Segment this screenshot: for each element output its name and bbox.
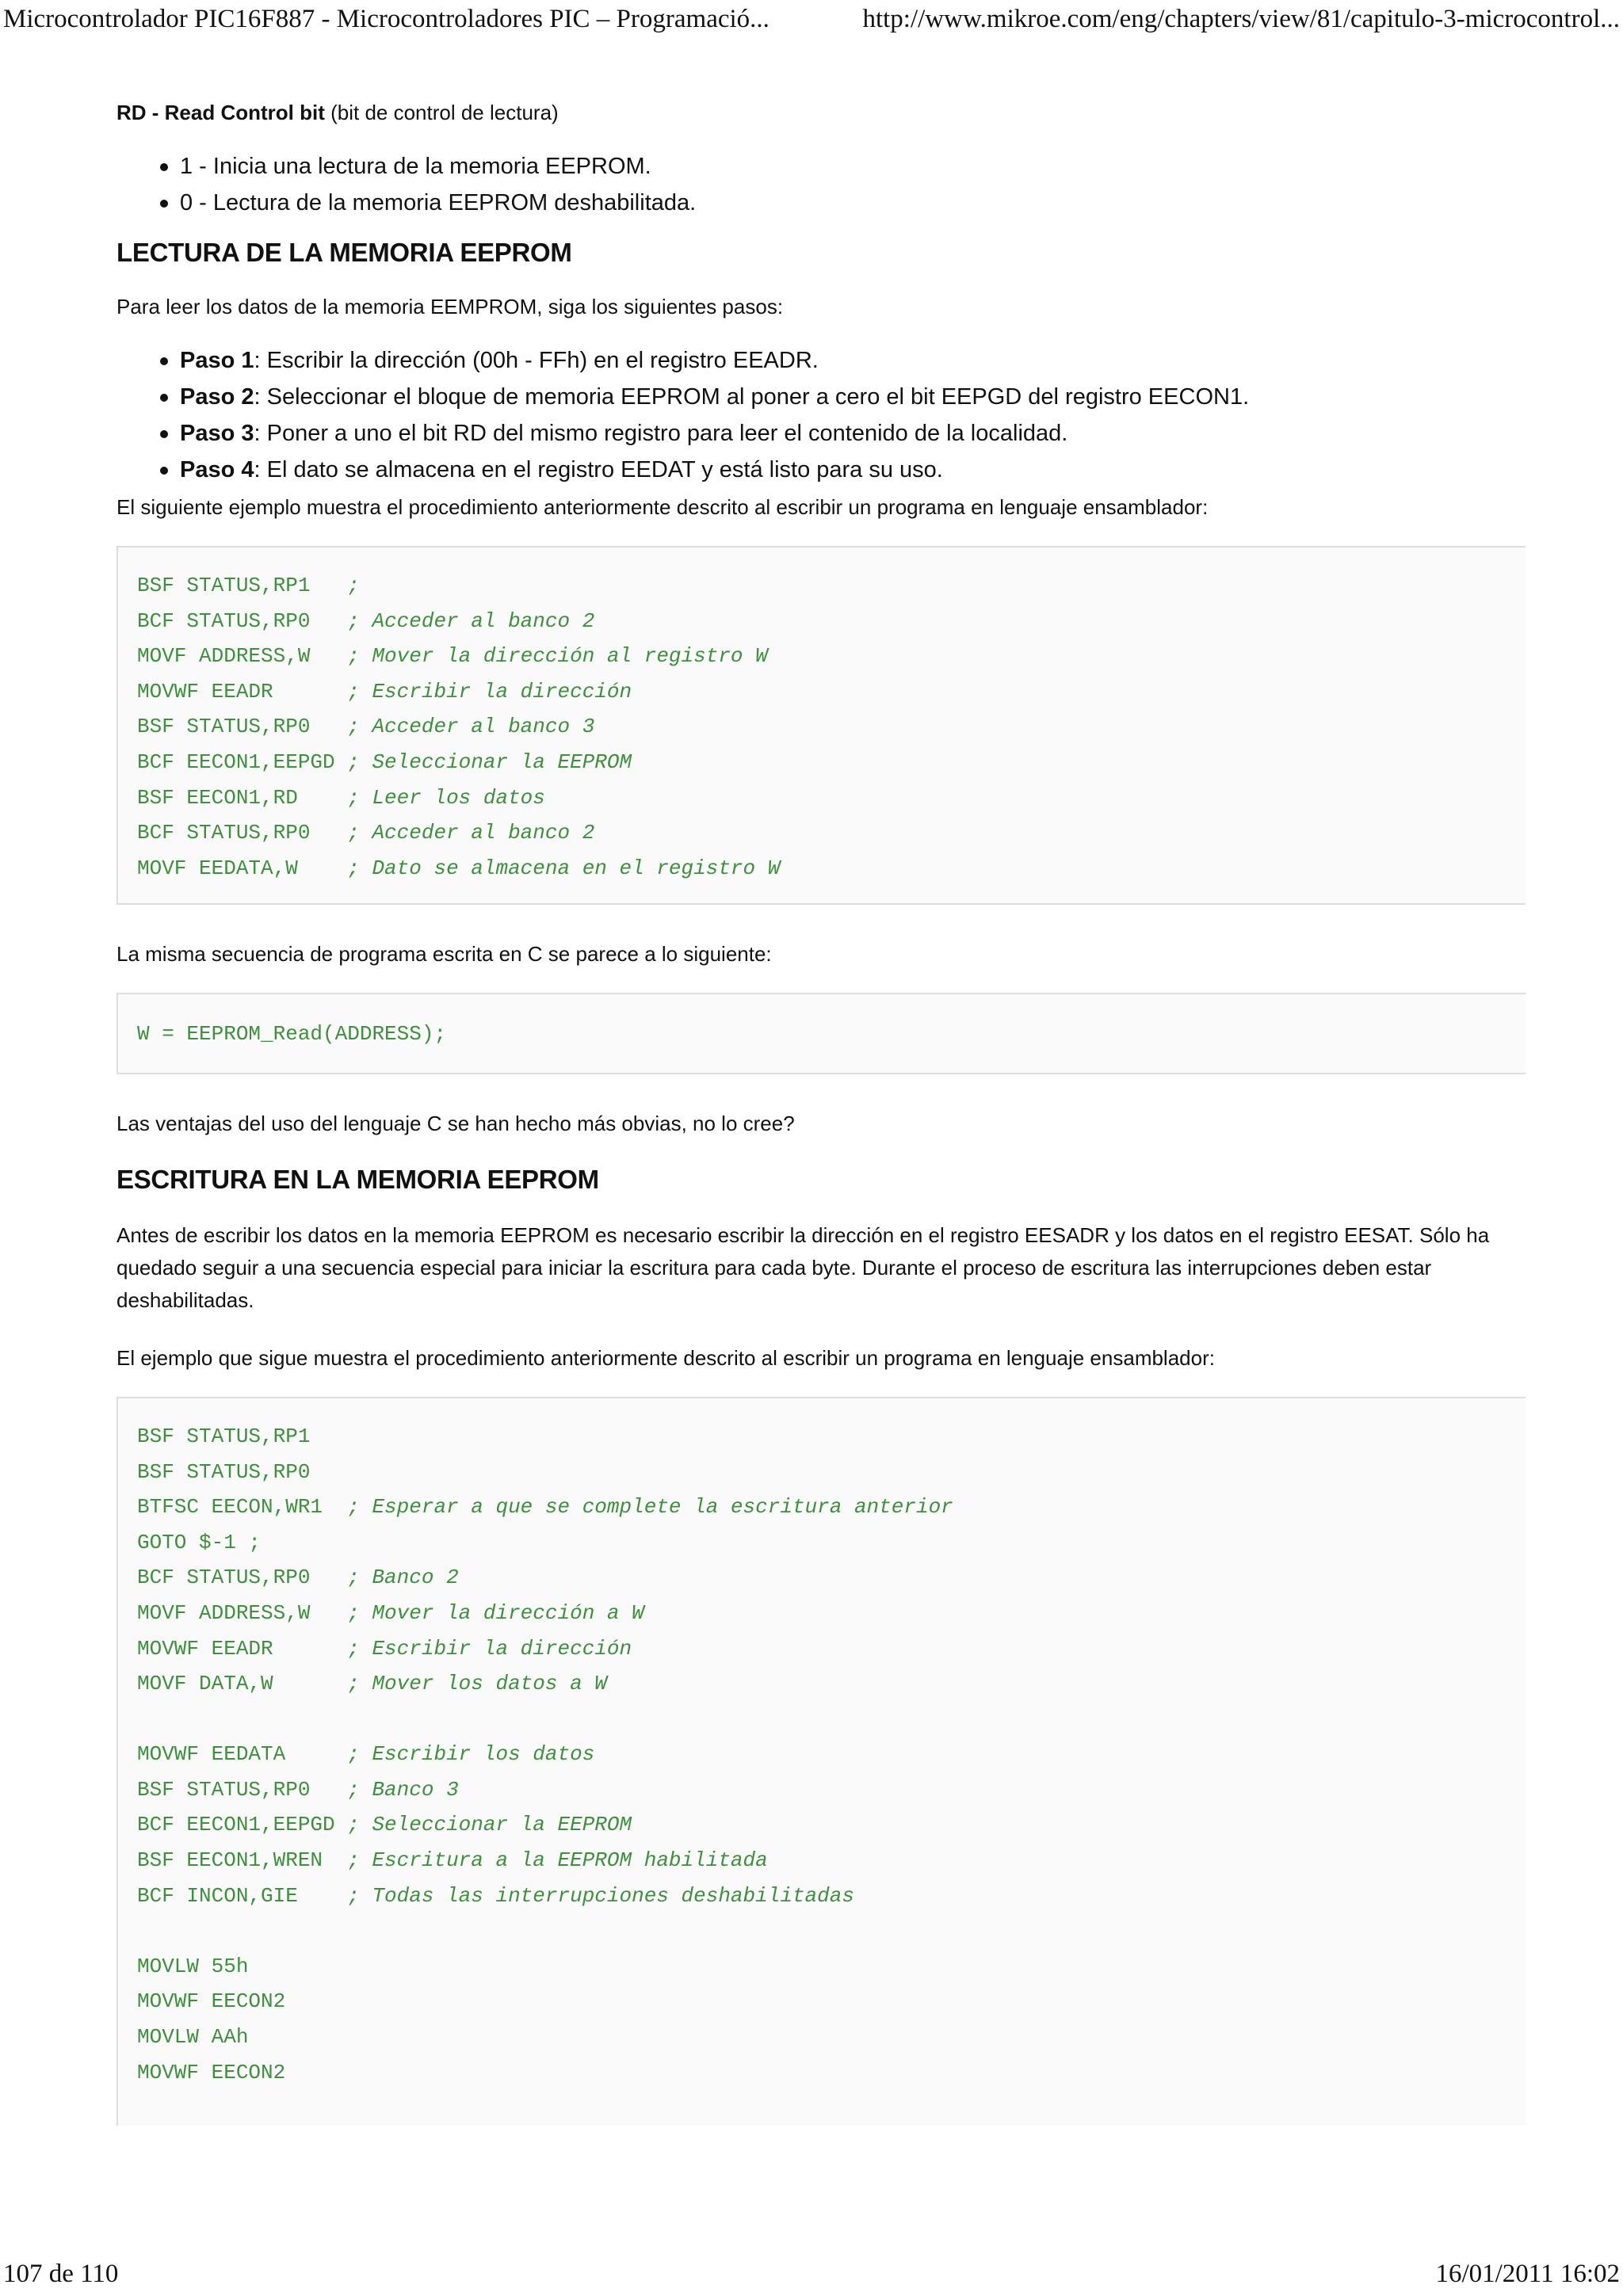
code-line [137,1455,1526,1490]
code-block-write-asm [116,1397,1526,2126]
code-line [137,2019,1526,2055]
code-comment: ; Seleccionar la EEPROM [347,749,632,774]
rd-bit-title [116,97,1527,129]
code-line [137,1560,1526,1596]
code-line [137,1489,1526,1525]
code-line [137,780,1526,816]
code-line [137,1843,1526,1878]
step-label: Paso 4 [180,457,254,482]
escritura-example-intro: El ejemplo que sigue muestra el procedimiento anteriormente descrito al escribir un programa en lenguaje ensamblador: [116,1345,1215,1370]
print-footer [0,2260,1623,2294]
code-line [137,745,1526,780]
lectura-intro: Para leer los datos de la memoria EEMPROM, siga los siguientes pasos: [116,295,784,318]
code-instruction: MOVF DATA,W [137,1672,348,1696]
code-instruction: MOVF EEDATA,W [137,856,348,880]
code-instruction: BSF STATUS,RP0 [137,715,348,739]
step-text: : Poner a uno el bit RD del mismo registro para leer el contenido de la localidad. [254,421,1068,446]
list-item [180,415,1527,452]
code-instruction: BCF STATUS,RP0 [137,1566,348,1590]
list-item: 0 - Lectura de la memoria EEPROM deshabilitada. [180,185,1527,221]
step-label: Paso 2 [180,384,254,410]
code-line [137,1807,1526,1843]
code-comment: ; Escribir los datos [347,1742,595,1767]
code-line [137,1772,1526,1808]
code-instruction: BCF INCON,GIE [137,1883,348,1908]
code-comment: ; Acceder al banco 3 [347,715,595,739]
step-text: : El dato se almacena en el registro EEDAT y está listo para su uso. [254,457,943,482]
rd-bit-desc: (bit de control de lectura) [324,101,559,124]
code-comment: ; Todas las interrupciones deshabilitadas [347,1883,854,1908]
code-line [137,709,1526,745]
step-text: : Seleccionar el bloque de memoria EEPROM al poner a cero el bit EEPGD del registro EECON1. [254,384,1250,410]
rd-bit-list [116,148,1527,221]
code-line [137,1419,1526,1455]
code-comment: ; Esperar a que se complete la escritura anterior [347,1495,953,1520]
code-block-read-asm [116,546,1526,905]
list-item [180,452,1527,488]
article-content [116,97,1527,2126]
code-instruction: BSF STATUS,RP0 [137,1459,311,1484]
code-instruction: BCF STATUS,RP0 [137,608,348,633]
code-instruction: BSF EECON1,RD [137,785,348,810]
page-title: Microcontrolador PIC16F887 - Microcontroladores PIC – Programació... [3,5,769,33]
page-url: http://www.mikroe.com/eng/chapters/view/81/capitulo-3-microcontrol... [862,5,1620,33]
code-instruction: MOVWF EECON2 [137,2060,286,2084]
code-comment: ; Mover la dirección al registro W [347,644,768,669]
code-line [137,1525,1526,1561]
code-instruction: MOVWF EECON2 [137,1989,286,2014]
code-instruction: MOVWF EEDATA [137,1742,348,1767]
code-comment: ; Escritura a la EEPROM habilitada [347,1848,768,1873]
code-instruction: GOTO $-1 ; [137,1530,262,1554]
code-line [137,1913,1526,1949]
code-instruction: BSF STATUS,RP1 [137,1424,311,1448]
code-instruction: MOVWF EEADR [137,679,348,704]
code-line [137,1666,1526,1702]
code-comment: ; Mover los datos a W [347,1672,607,1696]
code-line [137,1737,1526,1772]
code-line [137,1984,1526,2019]
list-item [180,379,1527,415]
print-header [0,5,1623,40]
code-instruction: BTFSC EECON,WR1 [137,1495,348,1520]
code-line [137,604,1526,639]
section-heading-lectura: LECTURA DE LA MEMORIA EEPROM [116,238,572,267]
lectura-c-outro: Las ventajas del uso del lenguaje C se han hecho más obvias, no lo cree? [116,1111,795,1135]
code-line [137,568,1526,604]
code-line: W = EEPROM_Read(ADDRESS); [137,1022,447,1047]
code-line [137,815,1526,851]
step-text: : Escribir la dirección (00h - FFh) en el registro EEADR. [254,348,819,373]
lectura-c-intro: La misma secuencia de programa escrita en C se parece a lo siguiente: [116,942,772,967]
step-label: Paso 1 [180,348,254,373]
code-comment: ; Acceder al banco 2 [347,821,595,845]
lectura-steps [116,342,1527,488]
code-line [137,2055,1526,2091]
code-line [137,1702,1526,1737]
code-instruction: BCF EECON1,EEPGD [137,1813,348,1837]
code-line [137,674,1526,710]
code-comment: ; Leer los datos [347,785,545,810]
section-heading-escritura: ESCRITURA EN LA MEMORIA EEPROM [116,1164,599,1194]
print-datetime: 16/01/2011 16:02 [1435,2260,1620,2288]
code-block-read-c [116,993,1526,1074]
code-comment: ; Escribir la dirección [347,679,632,704]
code-instruction: BSF STATUS,RP0 [137,1777,348,1802]
step-label: Paso 3 [180,421,254,446]
code-comment: ; Acceder al banco 2 [347,608,595,633]
code-line [137,1631,1526,1667]
page-number: 107 de 110 [3,2260,119,2288]
code-comment: ; [347,574,360,597]
escritura-intro: Antes de escribir los datos en la memoria EEPROM es necesario escribir la dirección en el registro EESADR y los datos en el registro EESAT. Sólo ha quedado seguir a una secuencia especial para iniciar la escritura para cada byte. Durante el proceso de escritura las interrupciones deben estar deshabilitadas. [116,1222,1490,1312]
code-line [137,851,1526,887]
code-comment: ; Banco 3 [347,1777,459,1802]
code-instruction: MOVF ADDRESS,W [137,1600,348,1625]
code-line [137,639,1526,674]
code-instruction: BCF STATUS,RP0 [137,821,348,845]
code-comment: ; Seleccionar la EEPROM [347,1813,632,1837]
code-comment: ; Escribir la dirección [347,1636,632,1661]
code-instruction: BSF STATUS,RP1 [137,574,348,597]
code-instruction: MOVWF EEADR [137,1636,348,1661]
code-comment: ; Mover la dirección a W [347,1600,644,1625]
code-instruction: MOVLW 55h [137,1954,249,1978]
list-item [180,342,1527,379]
code-instruction: BSF EECON1,WREN [137,1848,348,1873]
code-comment: ; Dato se almacena en el registro W [347,856,781,880]
list-item: 1 - Inicia una lectura de la memoria EEPROM. [180,148,1527,185]
code-line [137,1949,1526,1985]
code-line [137,1596,1526,1631]
code-instruction: BCF EECON1,EEPGD [137,749,348,774]
code-line [137,1878,1526,1914]
rd-bit-label: RD - Read Control bit [116,101,325,124]
lectura-example-intro: El siguiente ejemplo muestra el procedimiento anteriormente descrito al escribir un programa en lenguaje ensamblador: [116,495,1209,519]
code-instruction: MOVF ADDRESS,W [137,644,348,669]
code-comment: ; Banco 2 [347,1566,459,1590]
code-instruction: MOVLW AAh [137,2025,249,2050]
